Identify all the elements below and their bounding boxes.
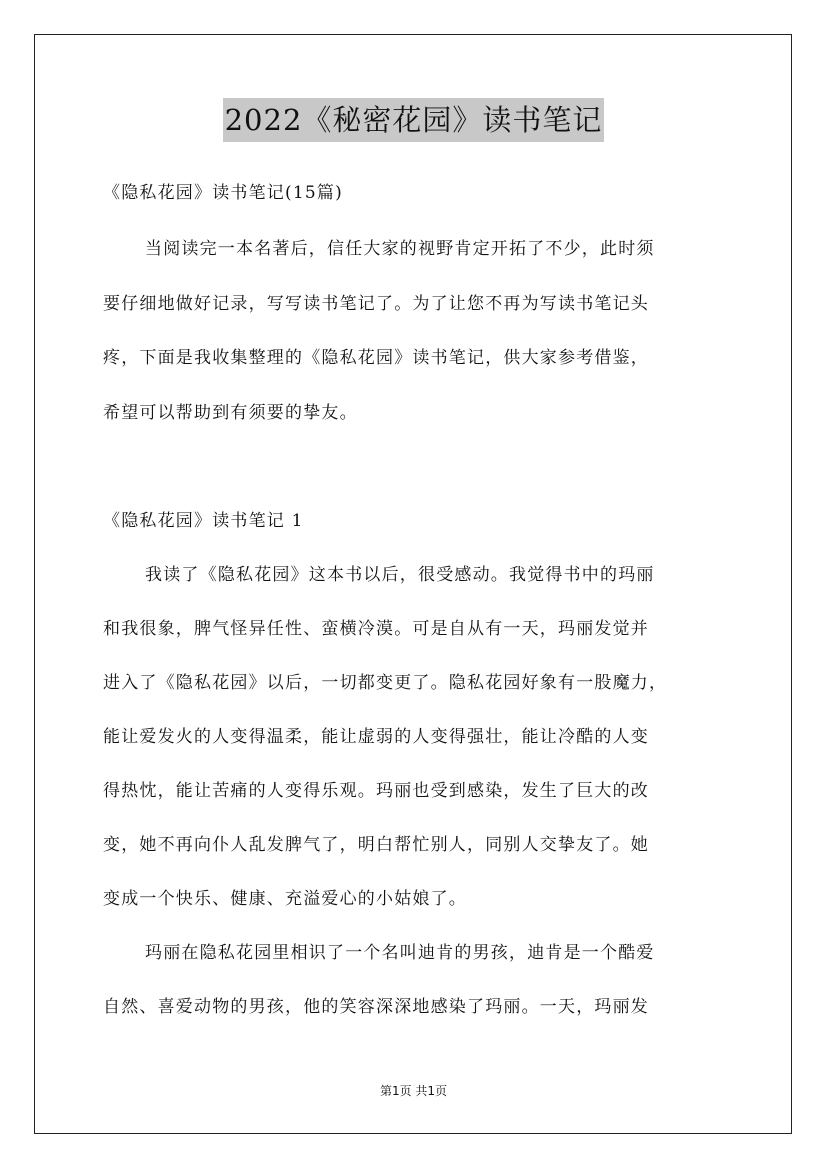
page-number-footer: 第1页 共1页 (379, 1084, 448, 1098)
section-heading: 《隐私花园》读书笔记 1 (103, 511, 304, 531)
para1-line: 我读了《隐私花园》这本书以后，很受感动。我觉得书中的玛丽 (145, 565, 655, 585)
document-subtitle: 《隐私花园》读书笔记(15篇) (103, 183, 343, 203)
intro-line: 疼，下面是我收集整理的《隐私花园》读书笔记，供大家参考借鉴， (103, 348, 649, 368)
para1-line: 能让爱发火的人变得温柔，能让虚弱的人变得强壮，能让冷酷的人变 (103, 727, 649, 747)
para1-line: 得热忱，能让苦痛的人变得乐观。玛丽也受到感染，发生了巨大的改 (103, 781, 649, 801)
para1-line: 变成一个快乐、健康、充溢爱心的小姑娘了。 (103, 889, 467, 909)
para1-line: 变，她不再向仆人乱发脾气了，明白帮忙别人，同别人交挚友了。她 (103, 835, 649, 855)
title-container (0, 98, 827, 142)
intro-line: 希望可以帮助到有须要的挚友。 (103, 403, 358, 423)
para1-line: 进入了《隐私花园》以后，一切都变更了。隐私花园好象有一股魔力， (103, 673, 668, 693)
document-title: 2022《秘密花园》读书笔记 (223, 98, 605, 142)
para2-line: 玛丽在隐私花园里相识了一个名叫迪肯的男孩，迪肯是一个酷爱 (145, 943, 655, 963)
para1-line: 和我很象，脾气怪异任性、蛮横冷漠。可是自从有一天，玛丽发觉并 (103, 619, 649, 639)
intro-line: 当阅读完一本名著后，信任大家的视野肯定开拓了不少，此时须 (145, 239, 655, 259)
intro-line: 要仔细地做好记录，写写读书笔记了。为了让您不再为写读书笔记头 (103, 294, 649, 314)
para2-line: 自然、喜爱动物的男孩，他的笑容深深地感染了玛丽。一天，玛丽发 (103, 997, 649, 1017)
